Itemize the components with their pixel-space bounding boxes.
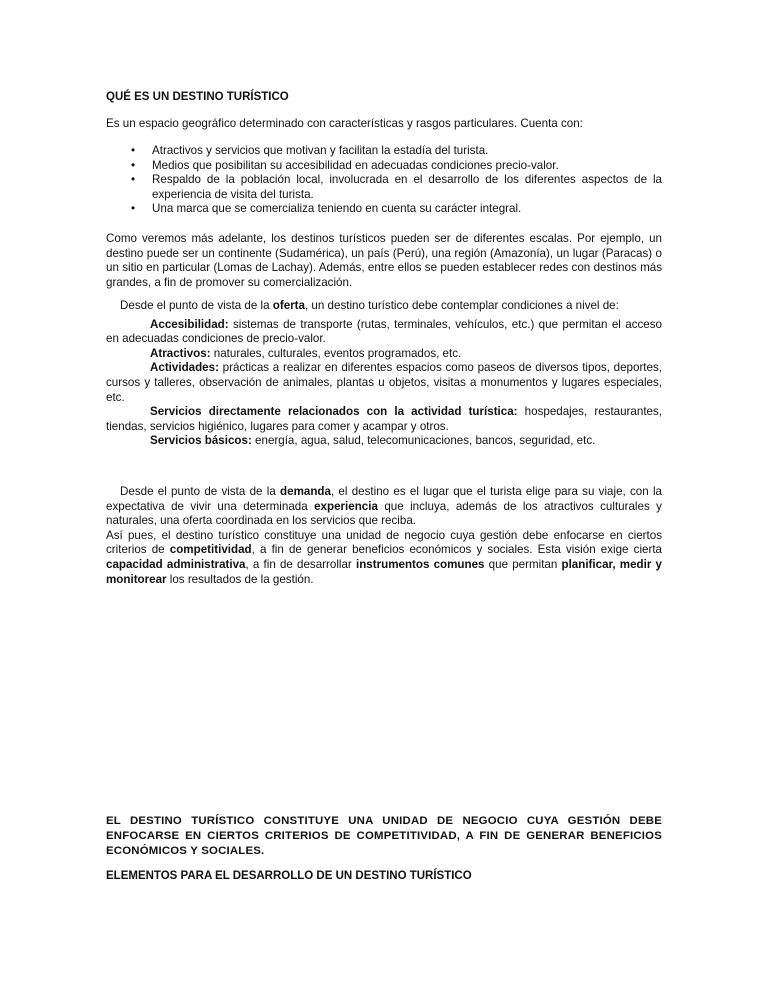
oferta-item-actividades: Actividades: prácticas a realizar en diferentes espacios como paseos de diversos tipos, deportes, cursos y talleres, observación de animales, plantas u objetos, visitas a monumentos y lugares especiales, etc. (106, 361, 662, 404)
heading-que-es-destino: QUÉ ES UN DESTINO TURÍSTICO (106, 91, 289, 103)
oferta-item-accesibilidad: Accesibilidad: sistemas de transporte (rutas, terminales, vehículos, etc.) que permitan el acceso en adecuadas condiciones de precio-valor. (106, 317, 662, 346)
intro-paragraph: Es un espacio geográfico determinado con características y rasgos particulares. Cuenta con: (106, 117, 583, 130)
gestion-paragraph: Así pues, el destino turístico constituye una unidad de negocio cuya gestión debe enfocarse en ciertos criterios de competitividad, a fin de generar beneficios económicos y sociales. Esta visión exige cierta capacidad administrativa, a fin de desarrollar instrumentos comunes que permitan planificar, medir y monitorear los resultados de la gestión. (106, 528, 663, 586)
list-item: • Respaldo de la población local, involucrada en el desarrollo de los diferentes aspectos de la experiencia de visita del turista. (131, 173, 662, 201)
bullet-icon: • (131, 144, 136, 157)
oferta-item-servicios-basicos: Servicios básicos: energía, agua, salud, telecomunicaciones, bancos, seguridad, etc. (150, 434, 596, 448)
list-item: • Medios que posibilitan su accesibilidad en adecuadas condiciones precio-valor. (131, 158, 559, 172)
oferta-section (106, 299, 662, 449)
heading-elementos: ELEMENTOS PARA EL DESARROLLO DE UN DESTINO TURÍSTICO (106, 870, 472, 882)
oferta-item-servicios-turisticos: Servicios directamente relacionados con la actividad turística: hospedajes, restaurantes, tiendas, servicios higiénico, lugares para comer y acampar y otros. (106, 405, 663, 433)
list-item: • Una marca que se comercializa teniendo en cuenta su carácter integral. (131, 202, 522, 216)
list-item: • Atractivos y servicios que motivan y facilitan la estadía del turista. (131, 144, 489, 157)
features-list (106, 144, 662, 217)
demanda-keyword: demanda (280, 485, 331, 498)
scales-paragraph: Como veremos más adelante, los destinos turísticos pueden ser de diferentes escalas. Por ejemplo, un destino puede ser un continente (Sudamérica), un país (Perú), una región (Amazonía), un lugar (Paracas) o un sitio en particular (Lomas de Lachay). Además, entre ellos se pueden establecer redes con destinos más grandes, a fin de promover su comercialización. (106, 232, 662, 289)
bullet-icon: • (131, 173, 136, 187)
demanda-section (106, 485, 662, 587)
demanda-paragraph: Desde el punto de vista de la demanda, el destino es el lugar que el turista elige para su viaje, con la expectativa de vivir una determinada experiencia que incluya, además de los atractivos culturales y naturales, una oferta coordinada en los servicios que reciba. (106, 485, 662, 528)
bullet-icon: • (131, 158, 136, 172)
experiencia-keyword: experiencia (314, 499, 378, 513)
caps-statement: EL DESTINO TURÍSTICO CONSTITUYE UNA UNIDAD DE NEGOCIO CUYA GESTIÓN DEBE ENFOCARSE EN CIERTOS CRITERIOS DE COMPETITIVIDAD, A FIN DE GENERAR BENEFICIOS ECONÓMICOS Y SOCIALES. (106, 815, 662, 857)
bullet-icon: • (131, 202, 136, 216)
oferta-intro: Desde el punto de vista de la oferta, un destino turístico debe contemplar condiciones a nivel de: (120, 299, 619, 312)
oferta-keyword: oferta (272, 299, 305, 312)
oferta-item-atractivos: Atractivos: naturales, culturales, eventos programados, etc. (150, 346, 462, 360)
